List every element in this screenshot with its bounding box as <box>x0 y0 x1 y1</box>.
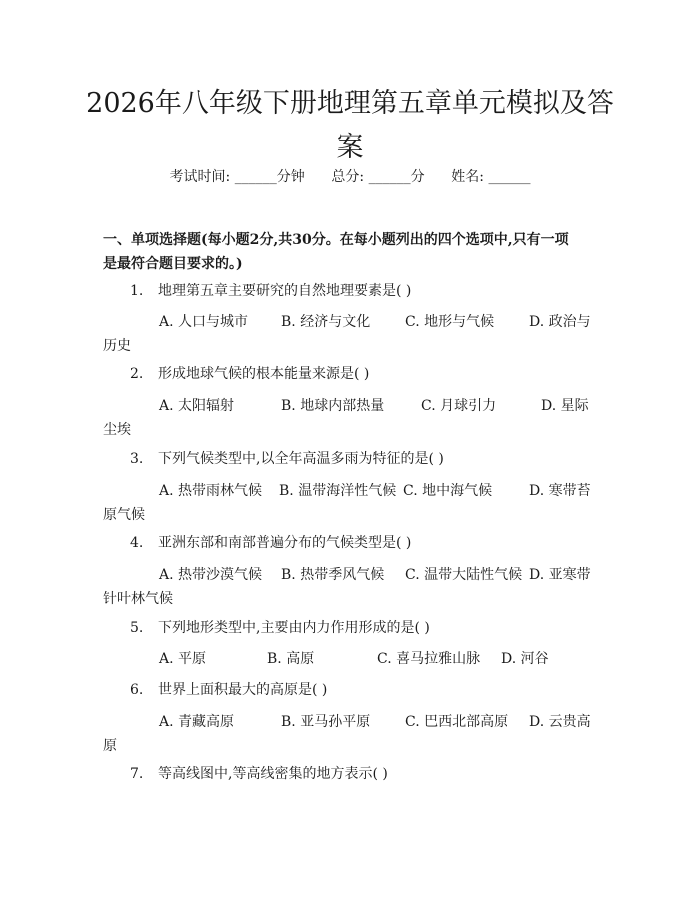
option-continuation: 原 <box>103 738 117 754</box>
option-b: B. 经济与文化 <box>281 314 371 330</box>
option-a: A. 热带沙漠气候 <box>159 567 263 583</box>
option-continuation: 原气候 <box>103 507 145 523</box>
question-number: 4. <box>130 535 144 551</box>
option-a: A. 太阳辐射 <box>159 398 235 414</box>
option-a: A. 热带雨林气候 <box>159 483 263 499</box>
option-a: A. 人口与城市 <box>159 314 249 330</box>
option-d: D. 政治与 <box>529 314 591 330</box>
option-b: B. 热带季风气候 <box>281 567 385 583</box>
question-text: 地理第五章主要研究的自然地理要素是( ) <box>158 283 412 299</box>
question-2 <box>130 363 369 385</box>
title-line-2: 案 <box>336 132 364 163</box>
question-text: 下列地形类型中,主要由内力作用形成的是( ) <box>158 620 430 636</box>
section-heading <box>103 228 597 276</box>
question-5-options <box>103 647 597 671</box>
time-unit: 分钟 <box>276 169 305 185</box>
score-blank: ______ <box>368 169 411 185</box>
question-text: 世界上面积最大的高原是( ) <box>158 682 328 698</box>
time-label: 考试时间: <box>169 169 231 185</box>
question-number: 5. <box>130 620 144 636</box>
section-heading-line-1: 一、单项选择题(每小题2分,共30分。在每小题列出的四个选项中,只有一项 <box>103 232 569 248</box>
option-c: C. 温带大陆性气候 <box>405 567 523 583</box>
option-c: C. 月球引力 <box>421 398 497 414</box>
name-blank: ______ <box>488 169 531 185</box>
option-continuation: 历史 <box>103 338 131 354</box>
question-number: 6. <box>130 682 144 698</box>
option-b: B. 亚马孙平原 <box>281 714 371 730</box>
question-text: 形成地球气候的根本能量来源是( ) <box>158 366 370 382</box>
option-a: A. 平原 <box>159 651 207 667</box>
question-3-options <box>103 479 597 527</box>
question-number: 2. <box>130 366 144 382</box>
exam-meta <box>0 166 700 188</box>
question-4 <box>130 532 411 554</box>
question-4-options <box>103 563 597 611</box>
score-unit: 分 <box>410 169 425 185</box>
page-title <box>60 82 640 170</box>
question-6-options <box>103 710 597 758</box>
option-d: D. 星际 <box>541 398 589 414</box>
option-a: A. 青藏高原 <box>159 714 235 730</box>
title-line-1: 2026年八年级下册地理第五章单元模拟及答 <box>86 88 614 119</box>
option-c: C. 地中海气候 <box>403 483 493 499</box>
option-c: C. 地形与气候 <box>405 314 495 330</box>
name-label: 姓名: <box>451 169 484 185</box>
question-number: 1. <box>130 283 144 299</box>
question-number: 7. <box>130 766 144 782</box>
question-1-options <box>103 310 597 358</box>
option-d: D. 寒带苔 <box>529 483 591 499</box>
question-2-options <box>103 394 597 442</box>
score-label: 总分: <box>331 169 365 185</box>
question-number: 3. <box>130 451 144 467</box>
question-1 <box>130 280 411 302</box>
question-3 <box>130 448 444 470</box>
option-d: D. 河谷 <box>501 651 549 667</box>
option-b: B. 地球内部热量 <box>281 398 385 414</box>
option-c: C. 喜马拉雅山脉 <box>377 651 481 667</box>
section-heading-line-2: 是最符合题目要求的。) <box>103 256 243 272</box>
time-blank: ______ <box>234 169 277 185</box>
option-b: B. 高原 <box>267 651 315 667</box>
option-d: D. 云贵高 <box>529 714 591 730</box>
option-d: D. 亚寒带 <box>529 567 591 583</box>
question-7 <box>130 763 388 785</box>
option-continuation: 针叶林气候 <box>103 591 173 607</box>
question-text: 等高线图中,等高线密集的地方表示( ) <box>158 766 388 782</box>
question-text: 亚洲东部和南部普遍分布的气候类型是( ) <box>158 535 412 551</box>
question-6 <box>130 679 327 701</box>
option-c: C. 巴西北部高原 <box>405 714 509 730</box>
option-continuation: 尘埃 <box>103 422 131 438</box>
question-5 <box>130 617 430 639</box>
option-b: B. 温带海洋性气候 <box>279 483 397 499</box>
question-text: 下列气候类型中,以全年高温多雨为特征的是( ) <box>158 451 444 467</box>
